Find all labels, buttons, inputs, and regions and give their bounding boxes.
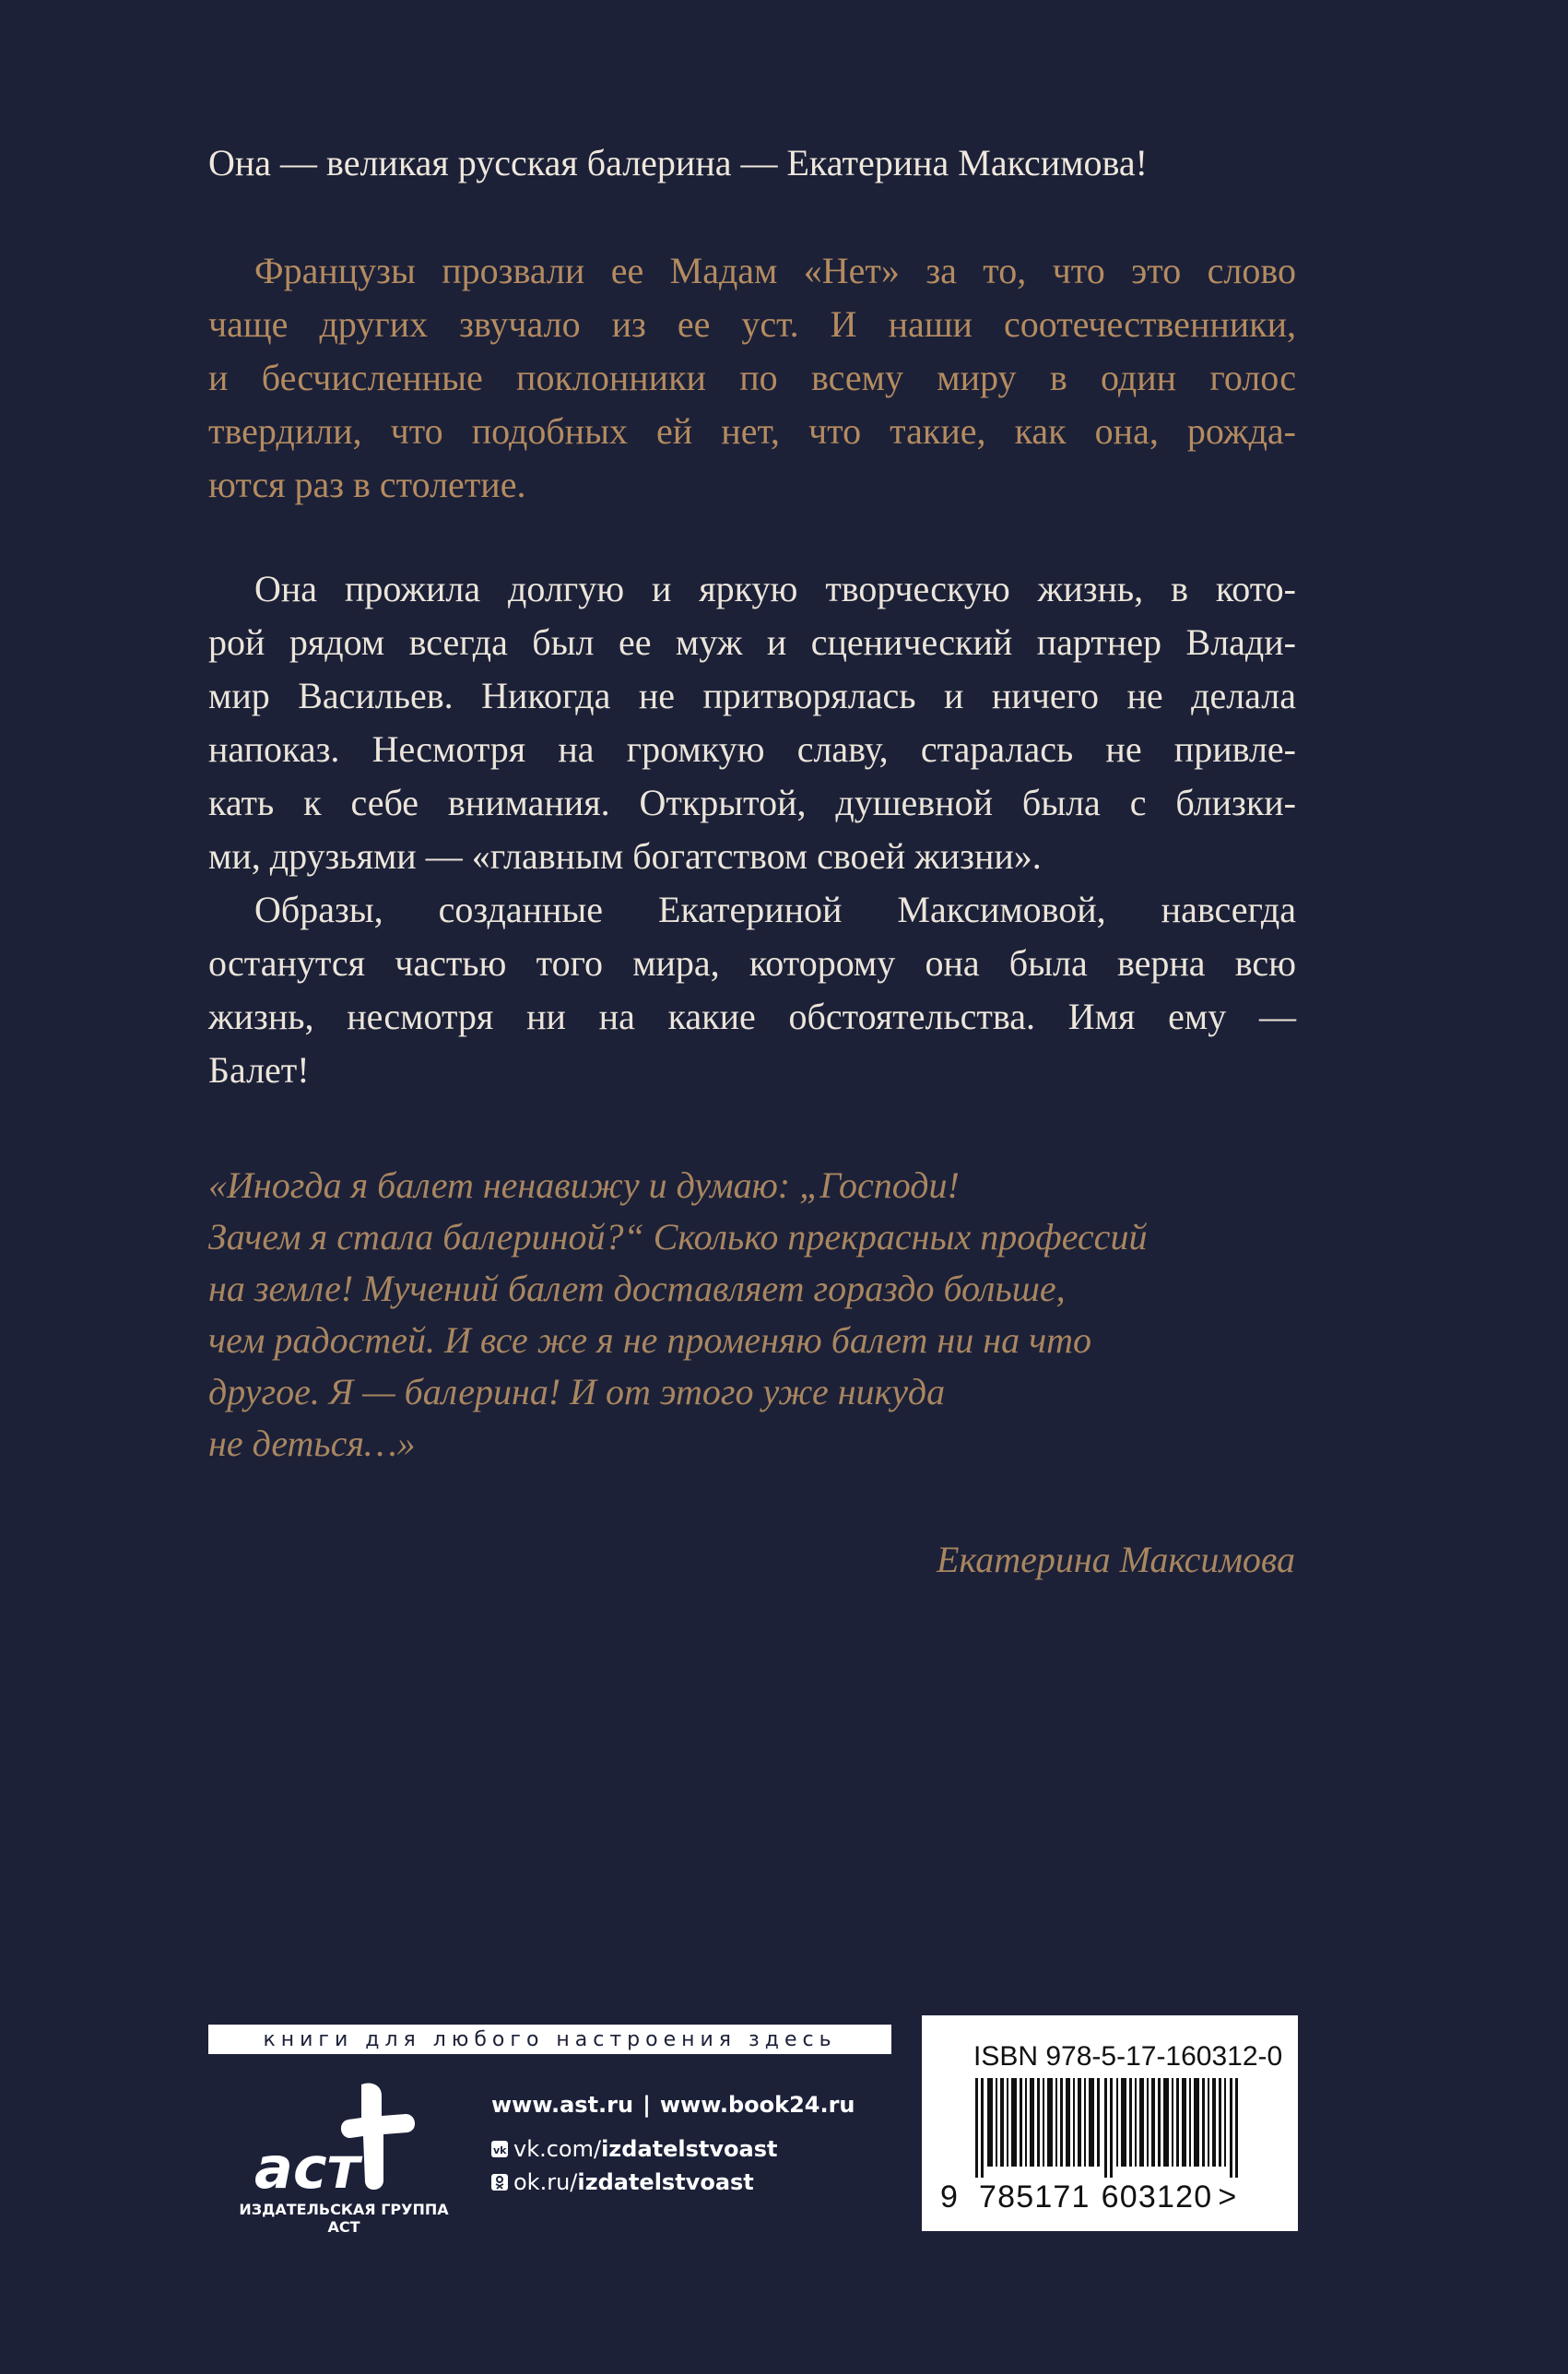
quote-signature: Екатерина Максимова: [937, 1539, 1295, 1580]
logo-caption: ИЗДАТЕЛЬСКАЯ ГРУППА АСТ: [239, 2201, 449, 2236]
ok-row[interactable]: [491, 2166, 855, 2199]
paragraph-line: Балет!: [208, 1049, 310, 1091]
website-link[interactable]: www.book24.ru: [659, 2092, 855, 2118]
vk-icon: [491, 2141, 508, 2157]
main-paragraphs: [208, 562, 1296, 1097]
vk-handle: izdatelstvoast: [601, 2136, 778, 2162]
website-link[interactable]: www.ast.ru: [491, 2092, 634, 2118]
paragraph-1: [208, 562, 1296, 883]
svg-text:vk: vk: [493, 2144, 507, 2156]
gold-line: твердили, что подобных ей нет, что такие, как она, рожда-: [208, 410, 1296, 452]
headline: Она — великая русская балерина — Екатерина Максимова!: [208, 142, 1148, 183]
isbn-digit-first: 9: [940, 2179, 958, 2215]
quote-line: Зачем я стала балериной?“ Сколько прекрасных профессий: [208, 1216, 1148, 1258]
ok-prefix: ok.ru/: [513, 2169, 578, 2195]
paragraph-line: рой рядом всегда был ее муж и сценический партнер Влади-: [208, 621, 1296, 663]
gold-line: и бесчисленные поклонники по всему миру в один голос: [208, 357, 1296, 398]
gold-line: чаще других звучало из ее уст. И наши соотечественники,: [208, 303, 1296, 345]
isbn-arrow: >: [1218, 2179, 1237, 2215]
quote-line: на земле! Мучений балет доставляет гораздо больше,: [208, 1268, 1066, 1309]
paragraph-line: Она прожила долгую и яркую творческую жизнь, в кото-: [254, 568, 1296, 609]
isbn-box: [922, 2015, 1298, 2231]
tagline-bar: книги для любого настроения здесь: [208, 2025, 891, 2054]
paragraph-line: кать к себе внимания. Открытой, душевной была с близки-: [208, 782, 1296, 823]
paragraph-line: ми, друзьями — «главным богатством своей жизни».: [208, 835, 1042, 877]
vk-prefix: vk.com/: [513, 2136, 602, 2162]
paragraph-line: напоказ. Несмотря на громкую славу, старалась не привле-: [208, 728, 1296, 770]
isbn-label: ISBN 978-5-17-160312-0: [973, 2041, 1283, 2072]
quote-line: другое. Я — балерина! И от этого уже никуда: [208, 1371, 946, 1412]
gold-line: Французы прозвали ее Мадам «Нет» за то, что это слово: [254, 250, 1296, 291]
gold-line: ются раз в столетие.: [208, 464, 526, 505]
vk-row[interactable]: [491, 2132, 855, 2166]
paragraph-line: жизнь, несмотря ни на какие обстоятельства. Имя ему —: [208, 996, 1296, 1037]
paragraph-2: [208, 883, 1296, 1097]
websites-row: [491, 2088, 855, 2121]
isbn-group: 785171: [979, 2179, 1091, 2215]
logo-text: аст: [254, 2134, 360, 2199]
quote-line: «Иногда я балет ненавижу и думаю: „Господи!: [208, 1164, 960, 1206]
contacts: [491, 2088, 855, 2199]
ok-icon: [491, 2174, 508, 2191]
isbn-group: 603120: [1101, 2179, 1213, 2215]
ok-handle: izdatelstvoast: [577, 2169, 754, 2195]
paragraph-line: останутся частью того мира, которому она была верна всю: [208, 942, 1296, 984]
separator: |: [643, 2092, 651, 2118]
isbn-digits: [940, 2179, 1283, 2215]
quote-line: чем радостей. И все же я не променяю балет ни на что: [208, 1319, 1092, 1361]
ast-logo-icon: [253, 2079, 437, 2199]
publisher-logo: [229, 2079, 459, 2236]
paragraph-line: Образы, созданные Екатериной Максимовой, навсегда: [254, 889, 1296, 930]
gold-paragraph: [208, 244, 1296, 512]
paragraph-line: мир Васильев. Никогда не притворялась и ничего не делала: [208, 675, 1296, 716]
barcode-icon: [975, 2078, 1252, 2178]
quote-line: не деться…»: [208, 1423, 416, 1464]
quote: [208, 1160, 1296, 1470]
